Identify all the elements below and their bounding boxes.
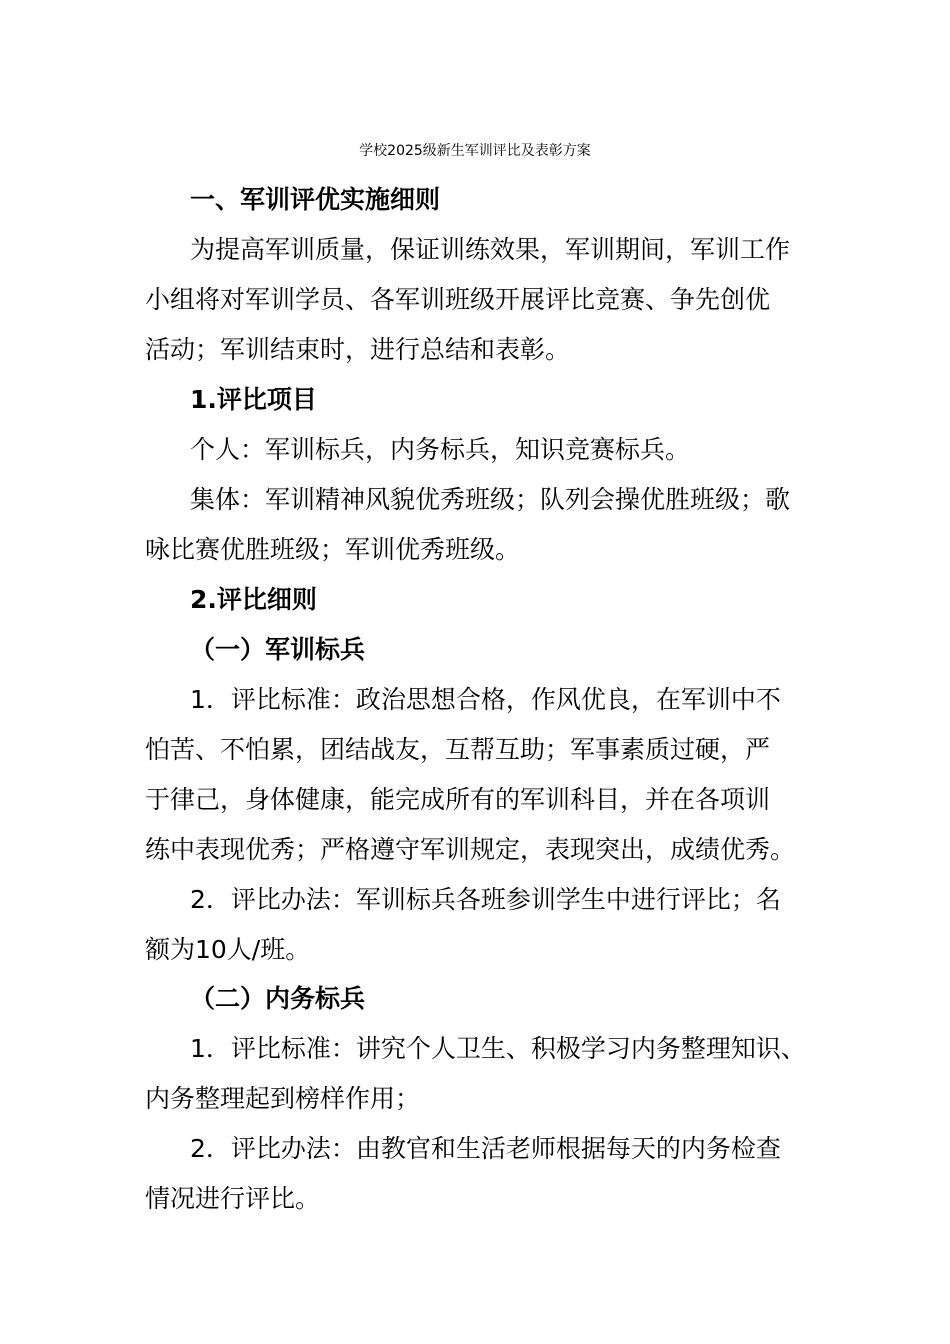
sub-heading-1: （一）军训标兵 xyxy=(190,635,366,664)
paragraph-line: 内务整理起到榜样作用； xyxy=(145,1084,421,1113)
item-heading-2: 2.评比细则 xyxy=(190,585,317,614)
paragraph-line: 个人：军训标兵，内务标兵，知识竞赛标兵。 xyxy=(190,435,691,464)
paragraph-line: 怕苦、不怕累，团结战友，互帮互助；军事素质过硬，严 xyxy=(145,735,771,764)
paragraph-line: 情况进行评比。 xyxy=(145,1184,321,1213)
paragraph-line: 为提高军训质量，保证训练效果，军训期间，军训工作 xyxy=(190,235,791,264)
item-heading-1: 1.评比项目 xyxy=(190,385,317,414)
paragraph-line: 于律己，身体健康，能完成所有的军训科目，并在各项训 xyxy=(145,785,771,814)
paragraph-line: 练中表现优秀；严格遵守军训规定，表现突出，成绩优秀。 xyxy=(145,835,796,864)
document-title: 学校2025级新生军训评比及表彰方案 xyxy=(359,143,591,159)
paragraph-line: 咏比赛优胜班级；军训优秀班级。 xyxy=(145,535,521,564)
paragraph-line: 集体：军训精神风貌优秀班级；队列会操优胜班级；歌 xyxy=(190,485,791,514)
sub-heading-2: （二）内务标兵 xyxy=(190,984,366,1013)
paragraph-line: 2．评比办法：由教官和生活老师根据每天的内务检查 xyxy=(190,1134,781,1163)
paragraph-line: 1．评比标准：讲究个人卫生、积极学习内务整理知识、 xyxy=(190,1034,806,1063)
paragraph-line: 1．评比标准：政治思想合格，作风优良，在军训中不 xyxy=(190,685,781,714)
paragraph-line: 活动；军训结束时，进行总结和表彰。 xyxy=(145,335,571,364)
paragraph-line: 2．评比办法：军训标兵各班参训学生中进行评比；名 xyxy=(190,885,781,914)
section-heading-1: 一、军训评优实施细则 xyxy=(190,185,441,214)
paragraph-line: 小组将对军训学员、各军训班级开展评比竞赛、争先创优 xyxy=(145,285,771,314)
paragraph-line: 额为10人/班。 xyxy=(145,935,311,964)
